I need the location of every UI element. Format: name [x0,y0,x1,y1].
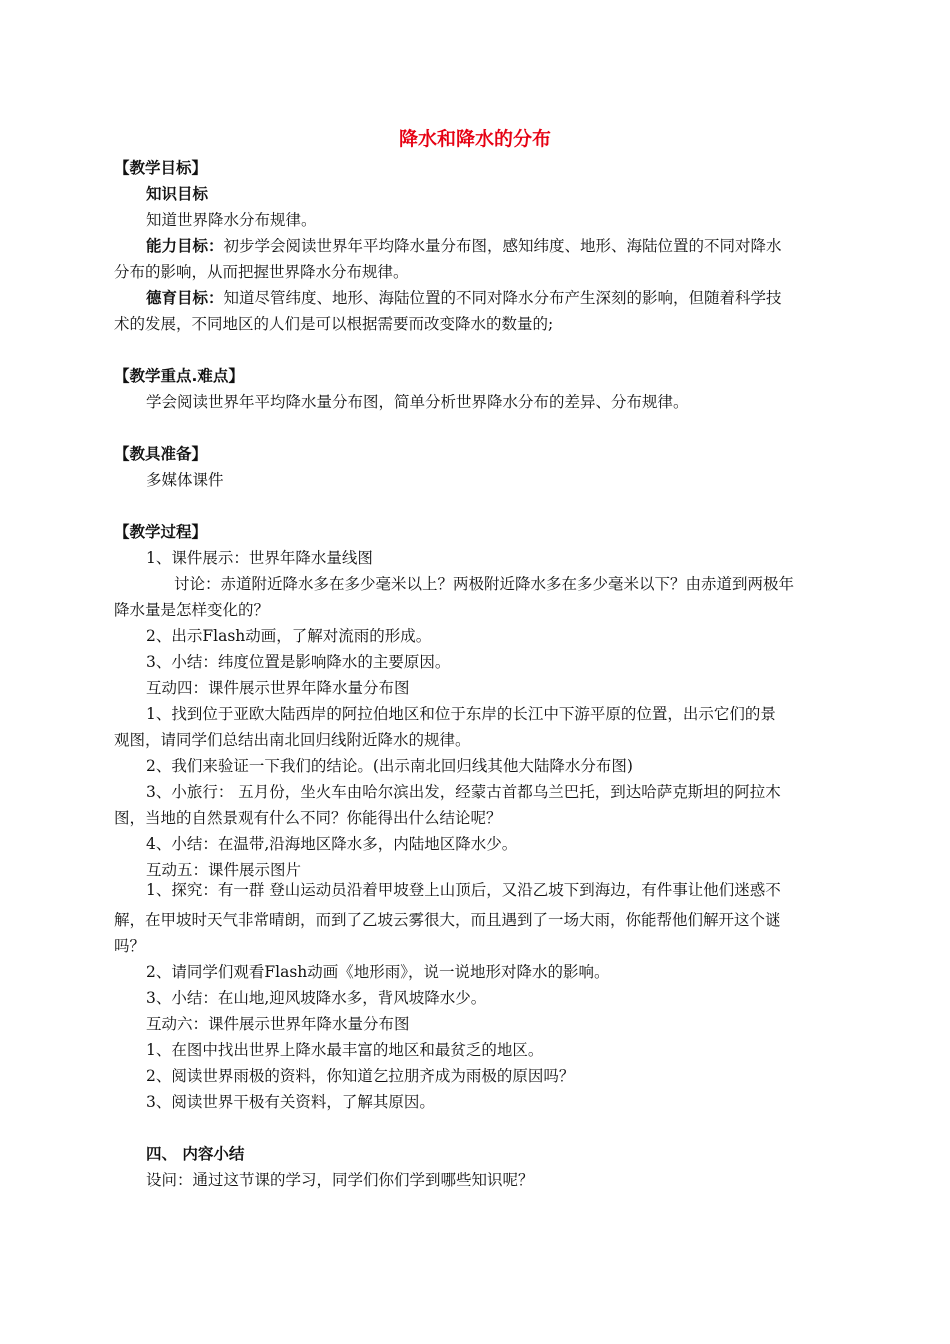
ability-goal-text: 初步学会阅读世界年平均降水量分布图，感知纬度、地形、海陆位置的不同对降水 [223,237,782,255]
ability-goal-line [146,236,950,256]
process-line: 2、出示Flash动画，了解对流雨的形成。 [146,627,432,645]
process-line: 3、小旅行： 五月份，坐火车由哈尔滨出发，经蒙古首都乌兰巴托，到达哈萨克斯坦的阿拉木 [146,783,781,801]
process-line: 2、请同学们观看Flash动画《地形雨》，说一说地形对降水的影响。 [146,963,610,981]
document-title: 降水和降水的分布 [398,128,551,150]
moral-goal-text-cont: 术的发展，不同地区的人们是可以根据需要而改变降水的数量的; [114,315,554,333]
summary-heading: 四、 内容小结 [146,1145,245,1163]
process-line: 3、阅读世界干极有关资料，了解其原因。 [146,1093,435,1111]
process-line: 1、课件展示：世界年降水量线图 [146,549,373,567]
moral-goal-text: 知道尽管纬度、地形、海陆位置的不同对降水分布产生深刻的影响，但随着科学技 [223,289,782,307]
ability-goal-text-cont: 分布的影响，从而把握世界降水分布规律。 [114,263,409,281]
process-line: 1、探究：有一群 登山运动员沿着甲坡登上山顶后，又沿乙坡下到海边，有件事让他们迷惑不 [146,881,781,899]
key-points-heading: 【教学重点.难点】 [114,367,244,385]
process-line: 讨论：赤道附近降水多在多少毫米以上？两极附近降水多在多少毫米以下？由赤道到两极年 [174,575,795,593]
ability-goal-label: 能力目标： [146,237,224,255]
summary-text: 设问：通过这节课的学习，同学们你们学到哪些知识呢？ [146,1171,534,1189]
moral-goal-line [146,288,950,308]
process-line: 解，在甲坡时天气非常晴朗，而到了乙坡云雾很大，而且遇到了一场大雨，你能帮他们解开这个谜 [114,911,781,929]
process-line: 1、找到位于亚欧大陆西岸的阿拉伯地区和位于东岸的长江中下游平原的位置，出示它们的景 [146,705,776,723]
moral-goal-label: 德育目标： [146,289,224,307]
process-line: 图，当地的自然景观有什么不同？你能得出什么结论呢？ [114,809,502,827]
process-line: 互动五：课件展示图片 [146,861,302,879]
process-line: 3、小结：在山地,迎风坡降水多，背风坡降水少。 [146,989,487,1007]
process-line: 吗？ [114,937,146,955]
knowledge-goal-text: 知道世界降水分布规律。 [146,211,317,229]
tools-text: 多媒体课件 [146,471,224,489]
knowledge-goal-label: 知识目标 [146,185,209,203]
process-line: 互动四：课件展示世界年降水量分布图 [146,679,410,697]
process-line: 4、小结：在温带,沿海地区降水多，内陆地区降水少。 [146,835,518,853]
process-line: 互动六：课件展示世界年降水量分布图 [146,1015,410,1033]
key-points-text: 学会阅读世界年平均降水量分布图，简单分析世界降水分布的差异、分布规律。 [146,393,689,411]
process-line: 观图，请同学们总结出南北回归线附近降水的规律。 [114,731,471,749]
process-line: 2、阅读世界雨极的资料，你知道乞拉朋齐成为雨极的原因吗？ [146,1067,575,1085]
process-line: 降水量是怎样变化的？ [114,601,270,619]
process-line: 2、我们来验证一下我们的结论。(出示南北回归线其他大陆降水分布图) [146,757,633,775]
process-line: 3、小结：纬度位置是影响降水的主要原因。 [146,653,451,671]
tools-heading: 【教具准备】 [114,445,208,463]
process-line: 1、在图中找出世界上降水最丰富的地区和最贫乏的地区。 [146,1041,544,1059]
objectives-heading: 【教学目标】 [114,159,208,177]
process-heading: 【教学过程】 [114,523,208,541]
